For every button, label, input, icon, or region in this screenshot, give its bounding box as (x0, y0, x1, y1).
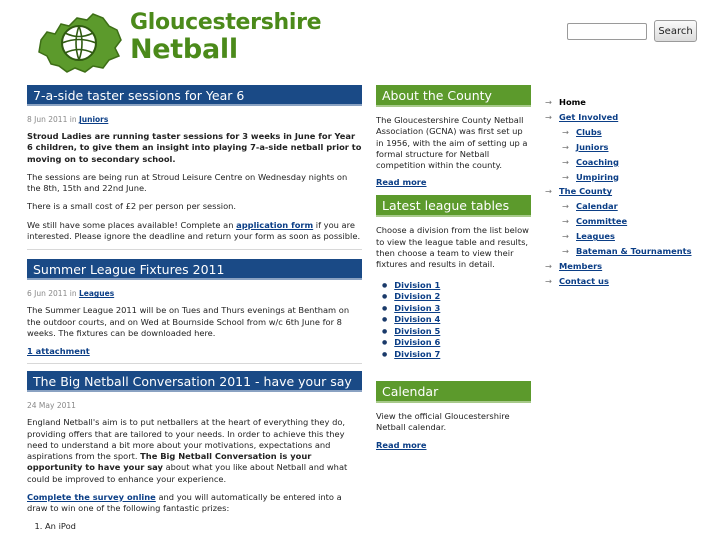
post-title[interactable]: 7-a-side taster sessions for Year 6 (27, 85, 362, 106)
league-tables-box (376, 195, 531, 360)
list-item: 1. An iPod (45, 521, 362, 531)
division-list (382, 280, 531, 361)
list-item (382, 314, 531, 326)
arrow-right-icon: → (562, 201, 569, 212)
division-link[interactable]: Division 6 (394, 337, 441, 348)
news-column (27, 85, 362, 531)
arrow-right-icon: → (545, 275, 552, 286)
post-text: if you are interested. Please ignore the deadline and return your form as soon as possible. (27, 219, 361, 242)
post-text: and you will automatically be entered into a draw to win one of the following fantastic prizes: (27, 492, 342, 514)
calendar-box (376, 381, 531, 450)
site-title-line2: Netball (130, 34, 238, 65)
about-county-box (376, 85, 531, 187)
division-link[interactable]: Division 1 (394, 279, 441, 290)
post-paragraph (27, 220, 362, 243)
site-header (0, 0, 727, 80)
post-big-conversation (27, 371, 362, 530)
post-paragraph: The sessions are being run at Stroud Leisure Centre on Wednesday nights on the 8th, 15th and 22nd June. (27, 171, 348, 194)
box-title: Latest league tables (376, 195, 531, 217)
divider (27, 363, 362, 364)
list-item (382, 326, 531, 338)
nav-item-contact (545, 274, 725, 289)
nav-item-bateman (545, 244, 725, 259)
nav-item-calendar (545, 199, 725, 214)
arrow-right-icon: → (562, 171, 569, 182)
post-title[interactable]: Summer League Fixtures 2011 (27, 259, 362, 280)
division-link[interactable]: Division 2 (394, 291, 441, 302)
arrow-right-icon: → (562, 216, 569, 227)
list-item (382, 337, 531, 349)
list-item (382, 291, 531, 303)
post-meta (27, 401, 362, 410)
division-link[interactable]: Division 4 (394, 314, 441, 325)
post-meta (27, 289, 362, 298)
nav-link-committee[interactable]: Committee (576, 216, 628, 227)
post-date: 24 May 2011 (27, 401, 76, 411)
search-button[interactable]: Search (654, 20, 697, 42)
list-item (382, 303, 531, 315)
box-text: Choose a division from the list below to view the league table and results, then choose a team to view their fixtures and results in detail. (376, 225, 529, 270)
prize-list (45, 521, 362, 531)
read-more-link[interactable]: Read more (376, 177, 427, 188)
nav-item-clubs (545, 125, 725, 140)
read-more-link[interactable]: Read more (376, 439, 427, 450)
nav-item-committee (545, 214, 725, 229)
division-link[interactable]: Division 3 (394, 302, 441, 313)
post-taster-sessions (27, 85, 362, 250)
nav-item-home (545, 95, 725, 110)
division-link[interactable]: Division 5 (394, 325, 441, 336)
nav-link-umpiring[interactable]: Umpiring (576, 171, 619, 182)
nav-link-leagues[interactable]: Leagues (576, 231, 615, 242)
list-item (382, 349, 531, 361)
nav-item-the-county (545, 184, 725, 199)
post-paragraph: The Summer League 2011 will be on Tues and Thurs evenings at Bentham on the outdoor courts, and on Wed at Bournside School from w/c 6th June for 8 weeks. The fixtures can be downloaded here. (27, 305, 350, 338)
main-navigation (545, 95, 725, 289)
attachment-link[interactable]: 1 attachment (27, 346, 90, 357)
post-paragraph: There is a small cost of £2 per person per session. (27, 201, 237, 212)
arrow-right-icon: → (562, 246, 569, 257)
arrow-right-icon: → (562, 156, 569, 167)
county-map-netball-icon[interactable] (33, 10, 125, 76)
nav-item-coaching (545, 155, 725, 170)
nav-link-contact[interactable]: Contact us (559, 275, 609, 286)
nav-item-leagues (545, 229, 725, 244)
nav-link-calendar[interactable]: Calendar (576, 201, 618, 212)
nav-link-bateman[interactable]: Bateman & Tournaments (576, 246, 692, 257)
arrow-right-icon: → (545, 111, 552, 122)
divider (27, 249, 362, 250)
sidebar-boxes (376, 85, 531, 450)
nav-link-clubs[interactable]: Clubs (576, 126, 602, 137)
application-form-link[interactable]: application form (236, 219, 314, 230)
box-text: View the official Gloucestershire Netball calendar. (376, 411, 510, 433)
nav-link-coaching[interactable]: Coaching (576, 156, 619, 167)
division-link[interactable]: Division 7 (394, 348, 441, 359)
arrow-right-icon: → (545, 97, 552, 107)
category-link-leagues[interactable]: Leagues (78, 289, 115, 299)
post-date: 8 Jun 2011 in (27, 115, 77, 124)
box-title: Calendar (376, 381, 531, 403)
post-meta (27, 115, 362, 124)
arrow-right-icon: → (562, 141, 569, 152)
site-title-line1: Gloucestershire (130, 10, 322, 35)
nav-link-members[interactable]: Members (559, 260, 603, 271)
post-summer-league (27, 259, 362, 364)
arrow-right-icon: → (545, 186, 552, 197)
arrow-right-icon: → (562, 231, 569, 242)
arrow-right-icon: → (545, 260, 552, 271)
survey-link[interactable]: Complete the survey online (27, 492, 156, 503)
nav-link-get-involved[interactable]: Get Involved (559, 111, 619, 122)
post-paragraph (27, 492, 362, 515)
category-link-juniors[interactable]: Juniors (78, 115, 109, 124)
post-text: England Netball's aim is to put netballers at the heart of everything they do, providing offers that are tailored to your needs. In order to achieve this they need to understand a bit more about your motivations, expectations and aspirations from the sport. (27, 417, 346, 462)
box-title: About the County (376, 85, 531, 107)
post-text: We still have some places available! Complete an (27, 219, 234, 230)
post-date: 6 Jun 2011 in (27, 289, 77, 299)
site-title[interactable] (130, 12, 321, 63)
nav-link-the-county[interactable]: The County (559, 186, 613, 197)
list-item (382, 280, 531, 292)
nav-item-umpiring (545, 170, 725, 185)
arrow-right-icon: → (562, 126, 569, 137)
search-input[interactable] (567, 23, 647, 40)
nav-item-get-involved (545, 110, 725, 125)
box-text: The Gloucestershire County Netball Association (GCNA) was first set up in 1956, with the aim of setting up a formal structure for Netball competition within the county. (376, 115, 528, 171)
post-title[interactable]: The Big Netball Conversation 2011 - have your say (27, 371, 362, 392)
post-paragraph (27, 417, 362, 485)
post-text: about what you like about Netball and what could be improved to enhance your experience. (27, 462, 348, 484)
nav-link-juniors[interactable]: Juniors (576, 141, 609, 152)
nav-item-members (545, 259, 725, 274)
post-text-bold: The Big Netball Conversation is your opportunity to have your say (27, 451, 312, 473)
nav-item-juniors (545, 140, 725, 155)
post-lead: Stroud Ladies are running taster sessions for 3 weeks in June for Year 6 children, to give them an insight into playing 7-a-side netball prior to moving on to secondary school. (27, 131, 362, 164)
nav-link-home[interactable]: Home (559, 97, 586, 107)
